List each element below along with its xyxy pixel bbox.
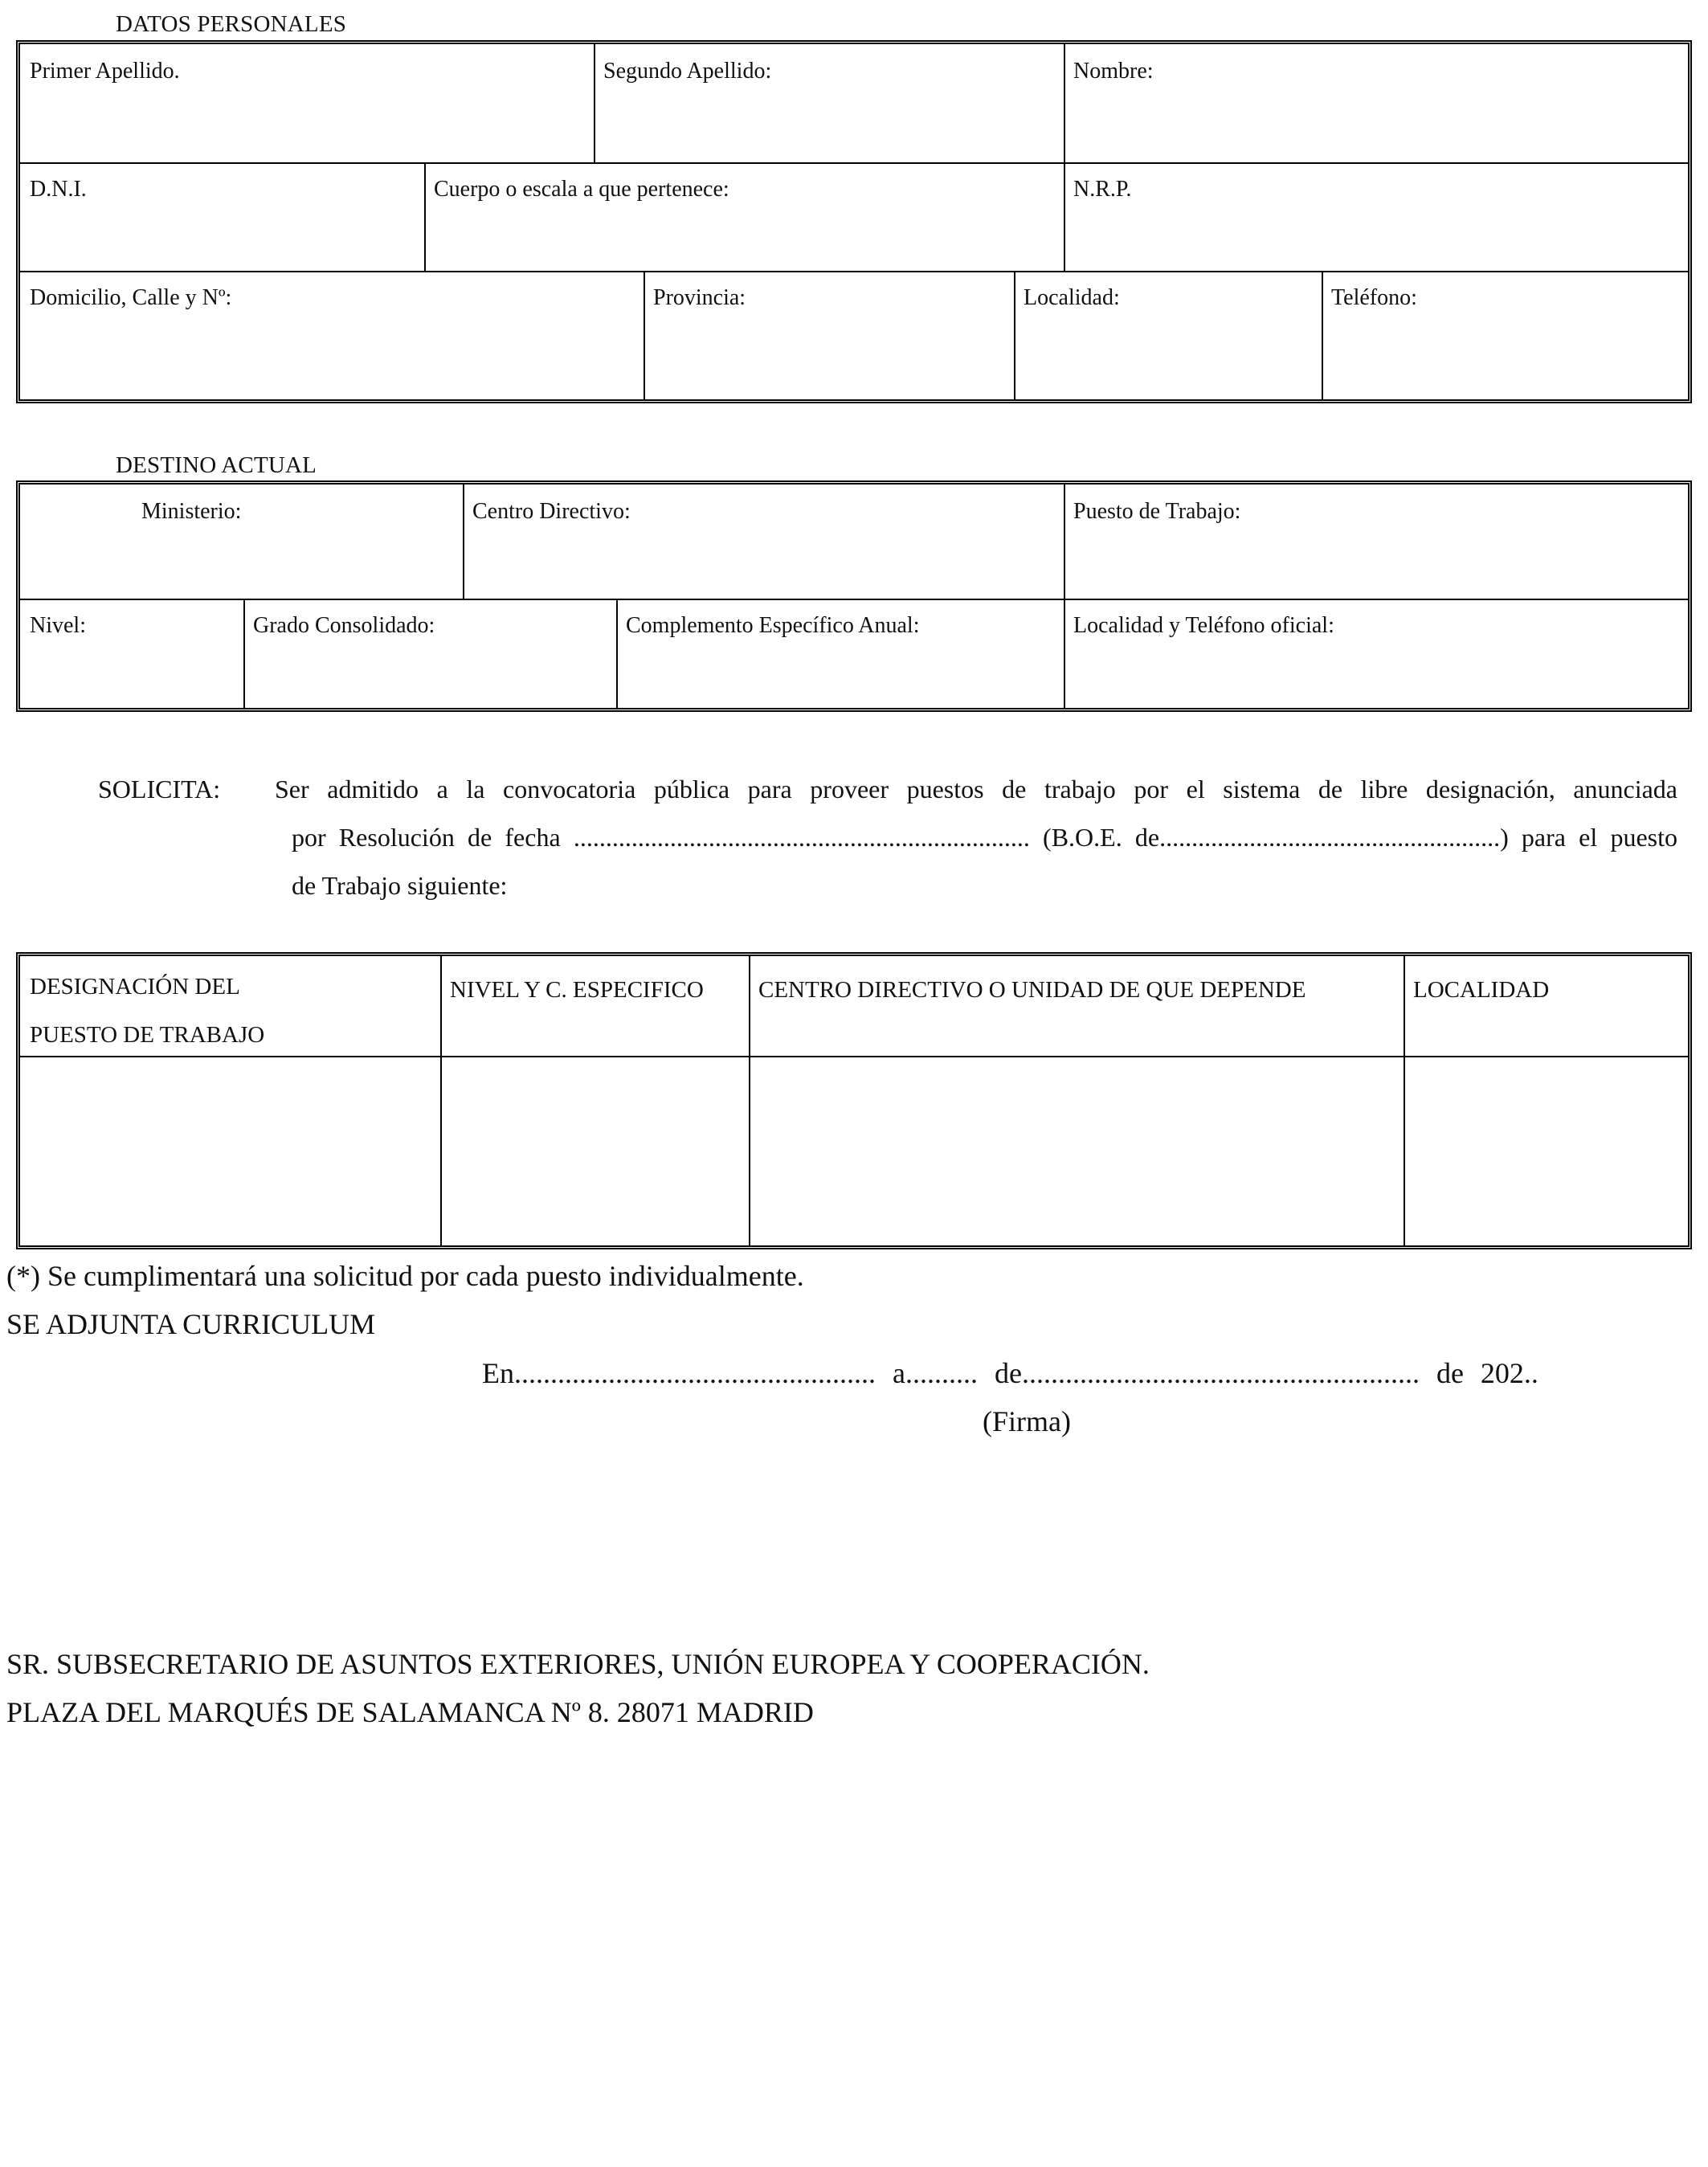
localidad-telefono-label: Localidad y Teléfono oficial: <box>1073 613 1334 638</box>
col-centro-header <box>749 956 1404 1056</box>
divider <box>1064 162 1065 271</box>
primer-apellido-label: Primer Apellido. <box>30 59 180 84</box>
dni-field[interactable] <box>20 162 424 271</box>
cuerpo-label: Cuerpo o escala a que pertenece: <box>434 177 729 202</box>
telefono-label: Teléfono: <box>1331 285 1417 310</box>
nivel-field[interactable] <box>20 599 243 708</box>
datos-personales-box <box>16 40 1692 403</box>
divider <box>1064 485 1065 599</box>
domicilio-field[interactable] <box>20 271 644 399</box>
nombre-field[interactable] <box>1064 44 1690 162</box>
solicita-line-1: Ser admitido a la convocatoria pública para proveer puestos de trabajo por el sistema de libre designación, anunciada <box>275 775 1677 803</box>
segundo-apellido-label: Segundo Apellido: <box>603 59 772 84</box>
nivel-label: Nivel: <box>30 613 86 638</box>
destino-actual-title: DESTINO ACTUAL <box>116 452 317 478</box>
divider <box>616 599 618 708</box>
centro-directivo-label: Centro Directivo: <box>472 499 631 524</box>
grado-field[interactable] <box>243 599 616 708</box>
divider <box>424 162 426 271</box>
divider <box>1064 44 1065 162</box>
col-localidad-label: LOCALIDAD <box>1413 977 1550 1003</box>
firma-label: (Firma) <box>983 1405 1071 1437</box>
dni-label: D.N.I. <box>30 177 87 202</box>
col-nivel-label: NIVEL Y C. ESPECIFICO <box>450 977 704 1003</box>
col-designacion-line-1: DESIGNACIÓN DEL <box>30 974 240 1000</box>
puesto-table <box>16 952 1692 1249</box>
solicita-line-3: de Trabajo siguiente: <box>292 871 508 900</box>
divider <box>594 44 595 162</box>
ministerio-field[interactable] <box>20 485 463 599</box>
complemento-label: Complemento Específico Anual: <box>626 613 920 638</box>
adjunta-curriculum: SE ADJUNTA CURRICULUM <box>6 1308 376 1340</box>
addressee-line-2: PLAZA DEL MARQUÉS DE SALAMANCA Nº 8. 28071 MADRID <box>6 1696 814 1728</box>
primer-apellido-field[interactable] <box>20 44 594 162</box>
cuerpo-field[interactable] <box>424 162 1064 271</box>
designacion-input-cell[interactable] <box>20 1057 440 1245</box>
ministerio-label: Ministerio: <box>141 499 242 524</box>
localidad-telefono-field[interactable] <box>1064 599 1688 708</box>
datos-personales-title: DATOS PERSONALES <box>116 11 347 37</box>
domicilio-label: Domicilio, Calle y Nº: <box>30 285 232 310</box>
puesto-trabajo-field[interactable] <box>1064 485 1688 599</box>
footnote: (*) Se cumplimentará una solicitud por cada puesto individualmente. <box>6 1260 804 1292</box>
complemento-field[interactable] <box>616 599 1064 708</box>
segundo-apellido-field[interactable] <box>594 44 1064 162</box>
telefono-field[interactable] <box>1322 271 1688 399</box>
divider <box>463 485 464 599</box>
solicita-line-2: por Resolución de fecha ....................................................................... (B.O.E. de.....................................................) para el puesto <box>292 823 1677 852</box>
centro-input-cell[interactable] <box>749 1057 1404 1245</box>
divider <box>644 271 645 399</box>
col-designacion-header <box>20 956 440 1056</box>
divider <box>243 599 245 708</box>
centro-directivo-field[interactable] <box>463 485 1064 599</box>
nivel-input-cell[interactable] <box>440 1057 749 1245</box>
col-localidad-header <box>1404 956 1688 1056</box>
localidad-label: Localidad: <box>1024 285 1120 310</box>
addressee-line-1: SR. SUBSECRETARIO DE ASUNTOS EXTERIORES, UNIÓN EUROPEA Y COOPERACIÓN. <box>6 1648 1150 1680</box>
nombre-label: Nombre: <box>1073 59 1154 84</box>
nrp-field[interactable] <box>1064 162 1690 271</box>
localidad-input-cell[interactable] <box>1404 1057 1688 1245</box>
solicita-label: SOLICITA: <box>98 775 221 803</box>
divider <box>1322 271 1323 399</box>
grado-label: Grado Consolidado: <box>253 613 435 638</box>
provincia-field[interactable] <box>644 271 1014 399</box>
col-centro-label: CENTRO DIRECTIVO O UNIDAD DE QUE DEPENDE <box>758 977 1306 1003</box>
provincia-label: Provincia: <box>653 285 746 310</box>
divider <box>1064 599 1065 708</box>
col-nivel-header <box>440 956 749 1056</box>
localidad-field[interactable] <box>1014 271 1322 399</box>
destino-actual-box <box>16 480 1692 712</box>
col-designacion-line-2: PUESTO DE TRABAJO <box>30 1022 265 1048</box>
nrp-label: N.R.P. <box>1073 177 1132 202</box>
date-line: En.................................................. a.......... de....................................................... de 202.. <box>482 1357 1538 1389</box>
puesto-trabajo-label: Puesto de Trabajo: <box>1073 499 1241 524</box>
divider <box>1014 271 1015 399</box>
